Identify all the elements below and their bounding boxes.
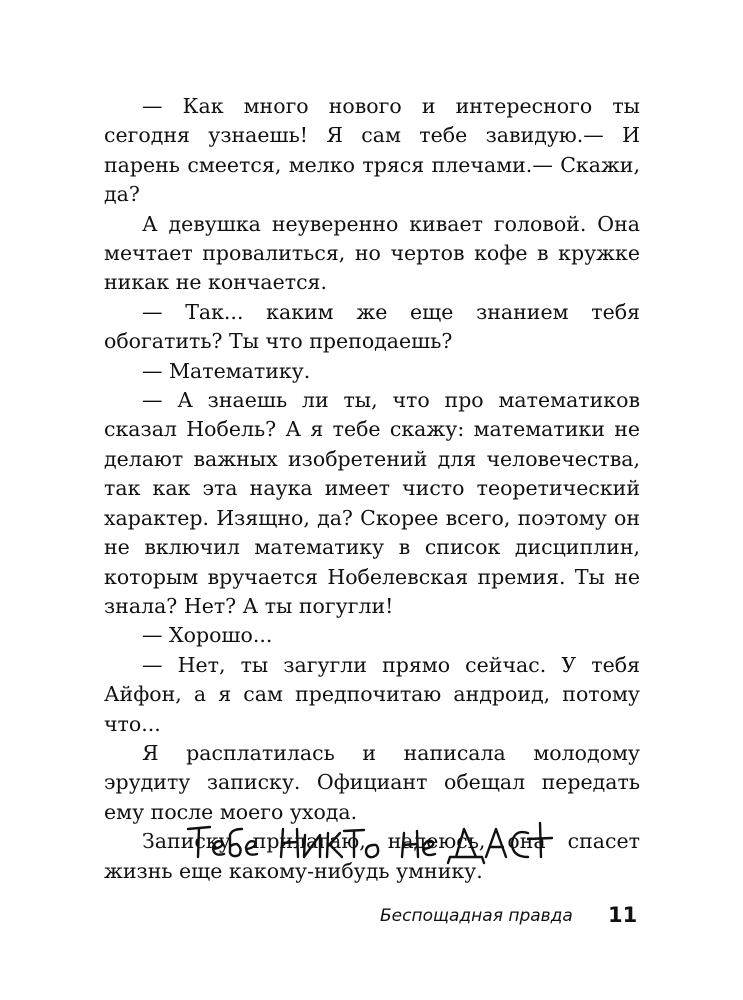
- paragraph: Записку прилагаю, надеюсь, она спасет жизнь еще какому-нибудь умнику.: [104, 829, 640, 883]
- paragraph: — Нет, ты загугли прямо сейчас. У тебя Айфон, а я сам предпочитаю андроид, потому что...: [104, 652, 640, 736]
- paragraph: А девушка неуверенно кивает головой. Она мечтает провалиться, но чертов кофе в кружке никак не кончается.: [104, 211, 640, 295]
- book-title: Беспощадная правда: [380, 906, 573, 926]
- paragraph: — Хорошо...: [142, 623, 273, 648]
- body-text: [104, 92, 640, 886]
- paragraph: — Математику.: [142, 358, 311, 383]
- paragraph: — А знаешь ли ты, что про математиков сказал Нобель? А я тебе скажу: математики не делают важных изобретений для человечества, так как эта наука имеет чисто теоретический характер. Изящно, да? Скорее всего, поэтому он не включил математику в список дисциплин, которым вручается Нобелевская премия. Ты не знала? Нет? А ты погугли!: [104, 388, 640, 618]
- paragraph: — Как много нового и интересного ты сегодня узнаешь! Я сам тебе завидую.— И парень смеется, мелко тряся плечами.— Скажи, да?: [104, 94, 640, 207]
- handwritten-note: [180, 815, 580, 875]
- paragraph: Я расплатилась и написала молодому эрудиту записку. Официант обещал передать ему после моего ухода.: [104, 740, 640, 824]
- paragraph: — Так... каким же еще знанием тебя обогатить? Ты что преподаешь?: [104, 299, 640, 354]
- page-number: 11: [608, 903, 638, 927]
